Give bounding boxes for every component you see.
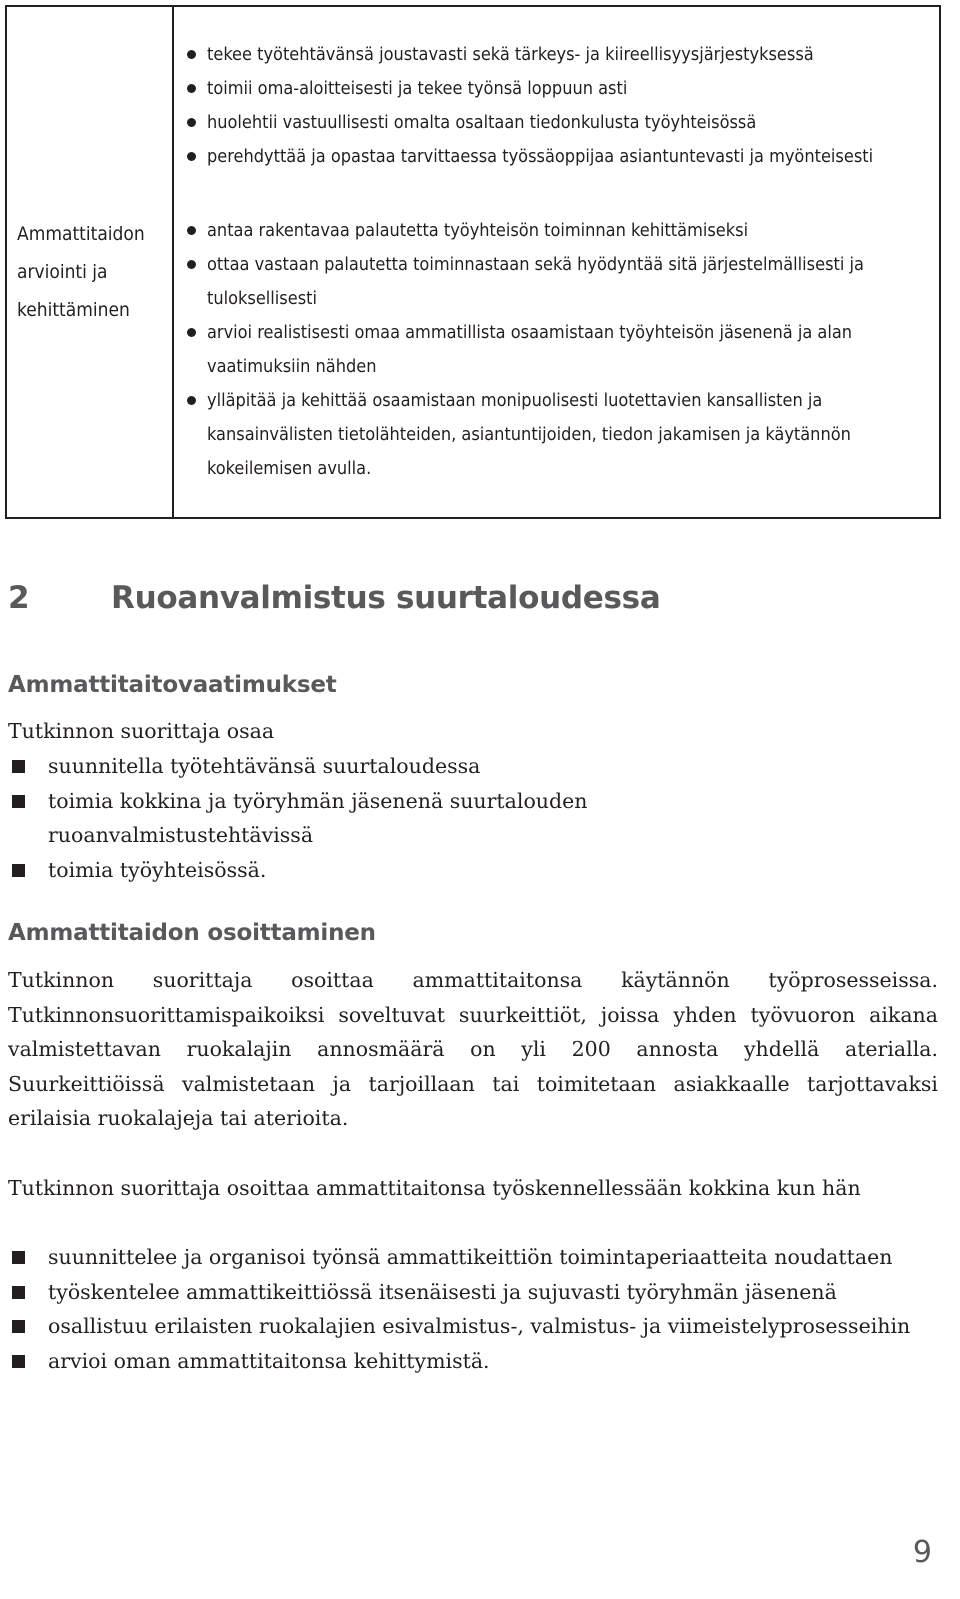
list-item: arvioi oman ammattitaitonsa kehittymistä. [8, 1344, 938, 1379]
section-title: Ruoanvalmistus suurtaloudessa [111, 580, 661, 616]
list-item: arvioi realistisesti omaa ammatillista osaamistaan työyhteisön jäsenenä ja alan vaatimuksiin nähden [185, 316, 925, 384]
bullet-dot-icon [187, 396, 196, 405]
list-item: ottaa vastaan palautetta toiminnastaan sekä hyödyntää sitä järjestelmällisesti ja tuloksellisesti [185, 248, 925, 316]
demonstration-paragraph: Tutkinnon suorittaja osoittaa ammattitaitonsa käytännön työprosesseissa. Tutkinnonsuorittamispaikoiksi soveltuvat suurkeittiöt, joissa yhden työvuoron aikana valmistettavan ruokalajin annosmäärä on yli 200 annosta yhdellä aterialla. Suurkeittiöissä valmistetaan ja tarjoillaan tai toimitetaan asiakkaalle tarjottavaksi erilaisia ruokalajeja tai aterioita. [8, 968, 938, 1130]
list-item: suunnittelee ja organisoi työnsä ammattikeittiön toimintaperiaatteita noudattaen [8, 1240, 938, 1275]
bullet-dot-icon [187, 260, 196, 269]
square-bullet-icon [12, 1320, 25, 1333]
table-row-label [17, 215, 167, 329]
square-bullet-icon [12, 795, 25, 808]
page-number: 9 [912, 1535, 932, 1570]
list-item: antaa rakentavaa palautetta työyhteisön toiminnan kehittämiseksi [185, 214, 925, 248]
demonstration-list [8, 1240, 938, 1378]
bullet-dot-icon [187, 84, 196, 93]
square-bullet-icon [12, 1251, 25, 1264]
bullet-list-group-1 [185, 38, 925, 174]
list-item: tekee työtehtävänsä joustavasti sekä tärkeys- ja kiireellisyysjärjestyksessä [185, 38, 925, 72]
demonstration-heading: Ammattitaidon osoittaminen [8, 920, 376, 946]
row-label-line: Ammattitaidon [17, 223, 145, 245]
list-item: perehdyttää ja opastaa tarvittaessa työssäoppijaa asiantuntevasti ja myönteisesti [185, 140, 925, 174]
square-bullet-icon [12, 760, 25, 773]
section-number: 2 [8, 580, 30, 616]
table-column-divider [172, 7, 174, 517]
square-bullet-icon [12, 1286, 25, 1299]
square-bullet-icon [12, 1355, 25, 1368]
requirements-intro: Tutkinnon suorittaja osaa [8, 719, 275, 743]
row-label-line: arviointi ja [17, 261, 108, 283]
criteria-table [5, 5, 941, 519]
bullet-dot-icon [187, 226, 196, 235]
bullet-dot-icon [187, 118, 196, 127]
bullet-dot-icon [187, 152, 196, 161]
requirements-list [8, 749, 798, 887]
list-item: ylläpitää ja kehittää osaamistaan monipuolisesti luotettavien kansallisten ja kansainvälisten tietolähteiden, asiantuntijoiden, tiedon jakamisen ja käytännön kokeilemisen avulla. [185, 384, 925, 486]
list-item: toimii oma-aloitteisesti ja tekee työnsä loppuun asti [185, 72, 925, 106]
requirements-heading: Ammattitaitovaatimukset [8, 672, 337, 698]
list-item: huolehtii vastuullisesti omalta osaltaan tiedonkulusta työyhteisössä [185, 106, 925, 140]
list-item: osallistuu erilaisten ruokalajien esivalmistus-, valmistus- ja viimeistelyprosesseihin [8, 1309, 938, 1344]
list-item: toimia kokkina ja työryhmän jäsenenä suurtalouden ruoanvalmistustehtävissä [8, 784, 798, 853]
list-item: työskentelee ammattikeittiössä itsenäisesti ja sujuvasti työryhmän jäsenenä [8, 1275, 938, 1310]
bullet-list-group-2 [185, 214, 925, 486]
bullet-dot-icon [187, 328, 196, 337]
list-item: suunnitella työtehtävänsä suurtaloudessa [8, 749, 798, 784]
list-item: toimia työyhteisössä. [8, 853, 798, 888]
demonstration-intro: Tutkinnon suorittaja osoittaa ammattitaitonsa työskennellessään kokkina kun hän [8, 1176, 861, 1200]
square-bullet-icon [12, 864, 25, 877]
bullet-dot-icon [187, 50, 196, 59]
section-heading [8, 580, 660, 616]
row-label-line: kehittäminen [17, 299, 130, 321]
